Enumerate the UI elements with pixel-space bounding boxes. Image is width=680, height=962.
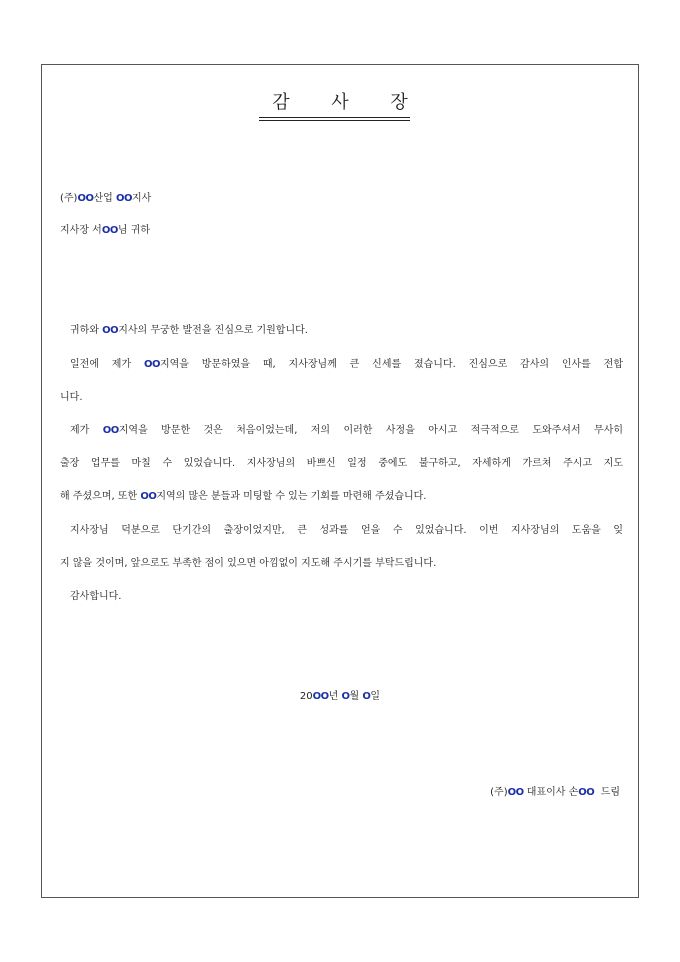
body-paragraph-1: 귀하와 OO지사의 무궁한 발전을 진심으로 기원합니다. (70, 325, 308, 336)
recipient-name: 지사장 서OO님 귀하 (60, 225, 151, 236)
placeholder-mark: OO (507, 787, 524, 798)
sender-signature: (주)OO 대표이사 손OO 드림 (490, 787, 620, 798)
placeholder-mark: OO (77, 193, 94, 204)
placeholder-mark: OO (102, 325, 119, 336)
placeholder-mark: O (341, 691, 350, 702)
placeholder-mark: O (362, 691, 371, 702)
body-paragraph-4-line-1: 지사장님 덕분으로 단기간의 출장이었지만, 큰 성과를 얻을 수 있었습니다. 이번 지사장님의 도움을 잊 (70, 525, 623, 536)
placeholder-mark: OO (140, 491, 157, 502)
document-frame (41, 64, 639, 898)
placeholder-mark: OO (578, 787, 595, 798)
body-paragraph-3-line-2: 출장 업무를 마칠 수 있었습니다. 지사장님의 바쁘신 일정 중에도 불구하고, 자세하게 가르쳐 주시고 지도 (60, 458, 623, 469)
document-title: 감 사 장 (272, 92, 426, 113)
recipient-company: (주)OO산업 OO지사 (60, 193, 152, 204)
title-underline-top (259, 117, 410, 118)
placeholder-mark: OO (101, 225, 118, 236)
letter-date: 20OO년 O월 O일 (299, 691, 381, 702)
body-paragraph-2-line-1: 일전에 제가 OO지역을 방문하였을 때, 지사장님께 큰 신세를 졌습니다. 진심으로 감사의 인사를 전합 (70, 359, 623, 370)
body-paragraph-3-line-3: 해 주셨으며, 또한 OO지역의 많은 분들과 미팅할 수 있는 기회를 마련해 주셨습니다. (60, 491, 427, 502)
body-closing: 감사합니다. (70, 591, 122, 602)
placeholder-mark: OO (312, 691, 329, 702)
title-underline-bottom (259, 120, 410, 121)
placeholder-mark: OO (143, 359, 160, 370)
body-paragraph-2-line-2: 니다. (60, 392, 83, 403)
body-paragraph-4-line-2: 지 않을 것이며, 앞으로도 부족한 점이 있으면 아낌없이 지도해 주시기를 부탁드립니다. (60, 558, 437, 569)
placeholder-mark: OO (102, 425, 119, 436)
body-paragraph-3-line-1: 제가 OO지역을 방문한 것은 처음이었는데, 저의 이러한 사정을 아시고 적극적으로 도와주셔서 무사히 (70, 425, 624, 436)
placeholder-mark: OO (115, 193, 132, 204)
